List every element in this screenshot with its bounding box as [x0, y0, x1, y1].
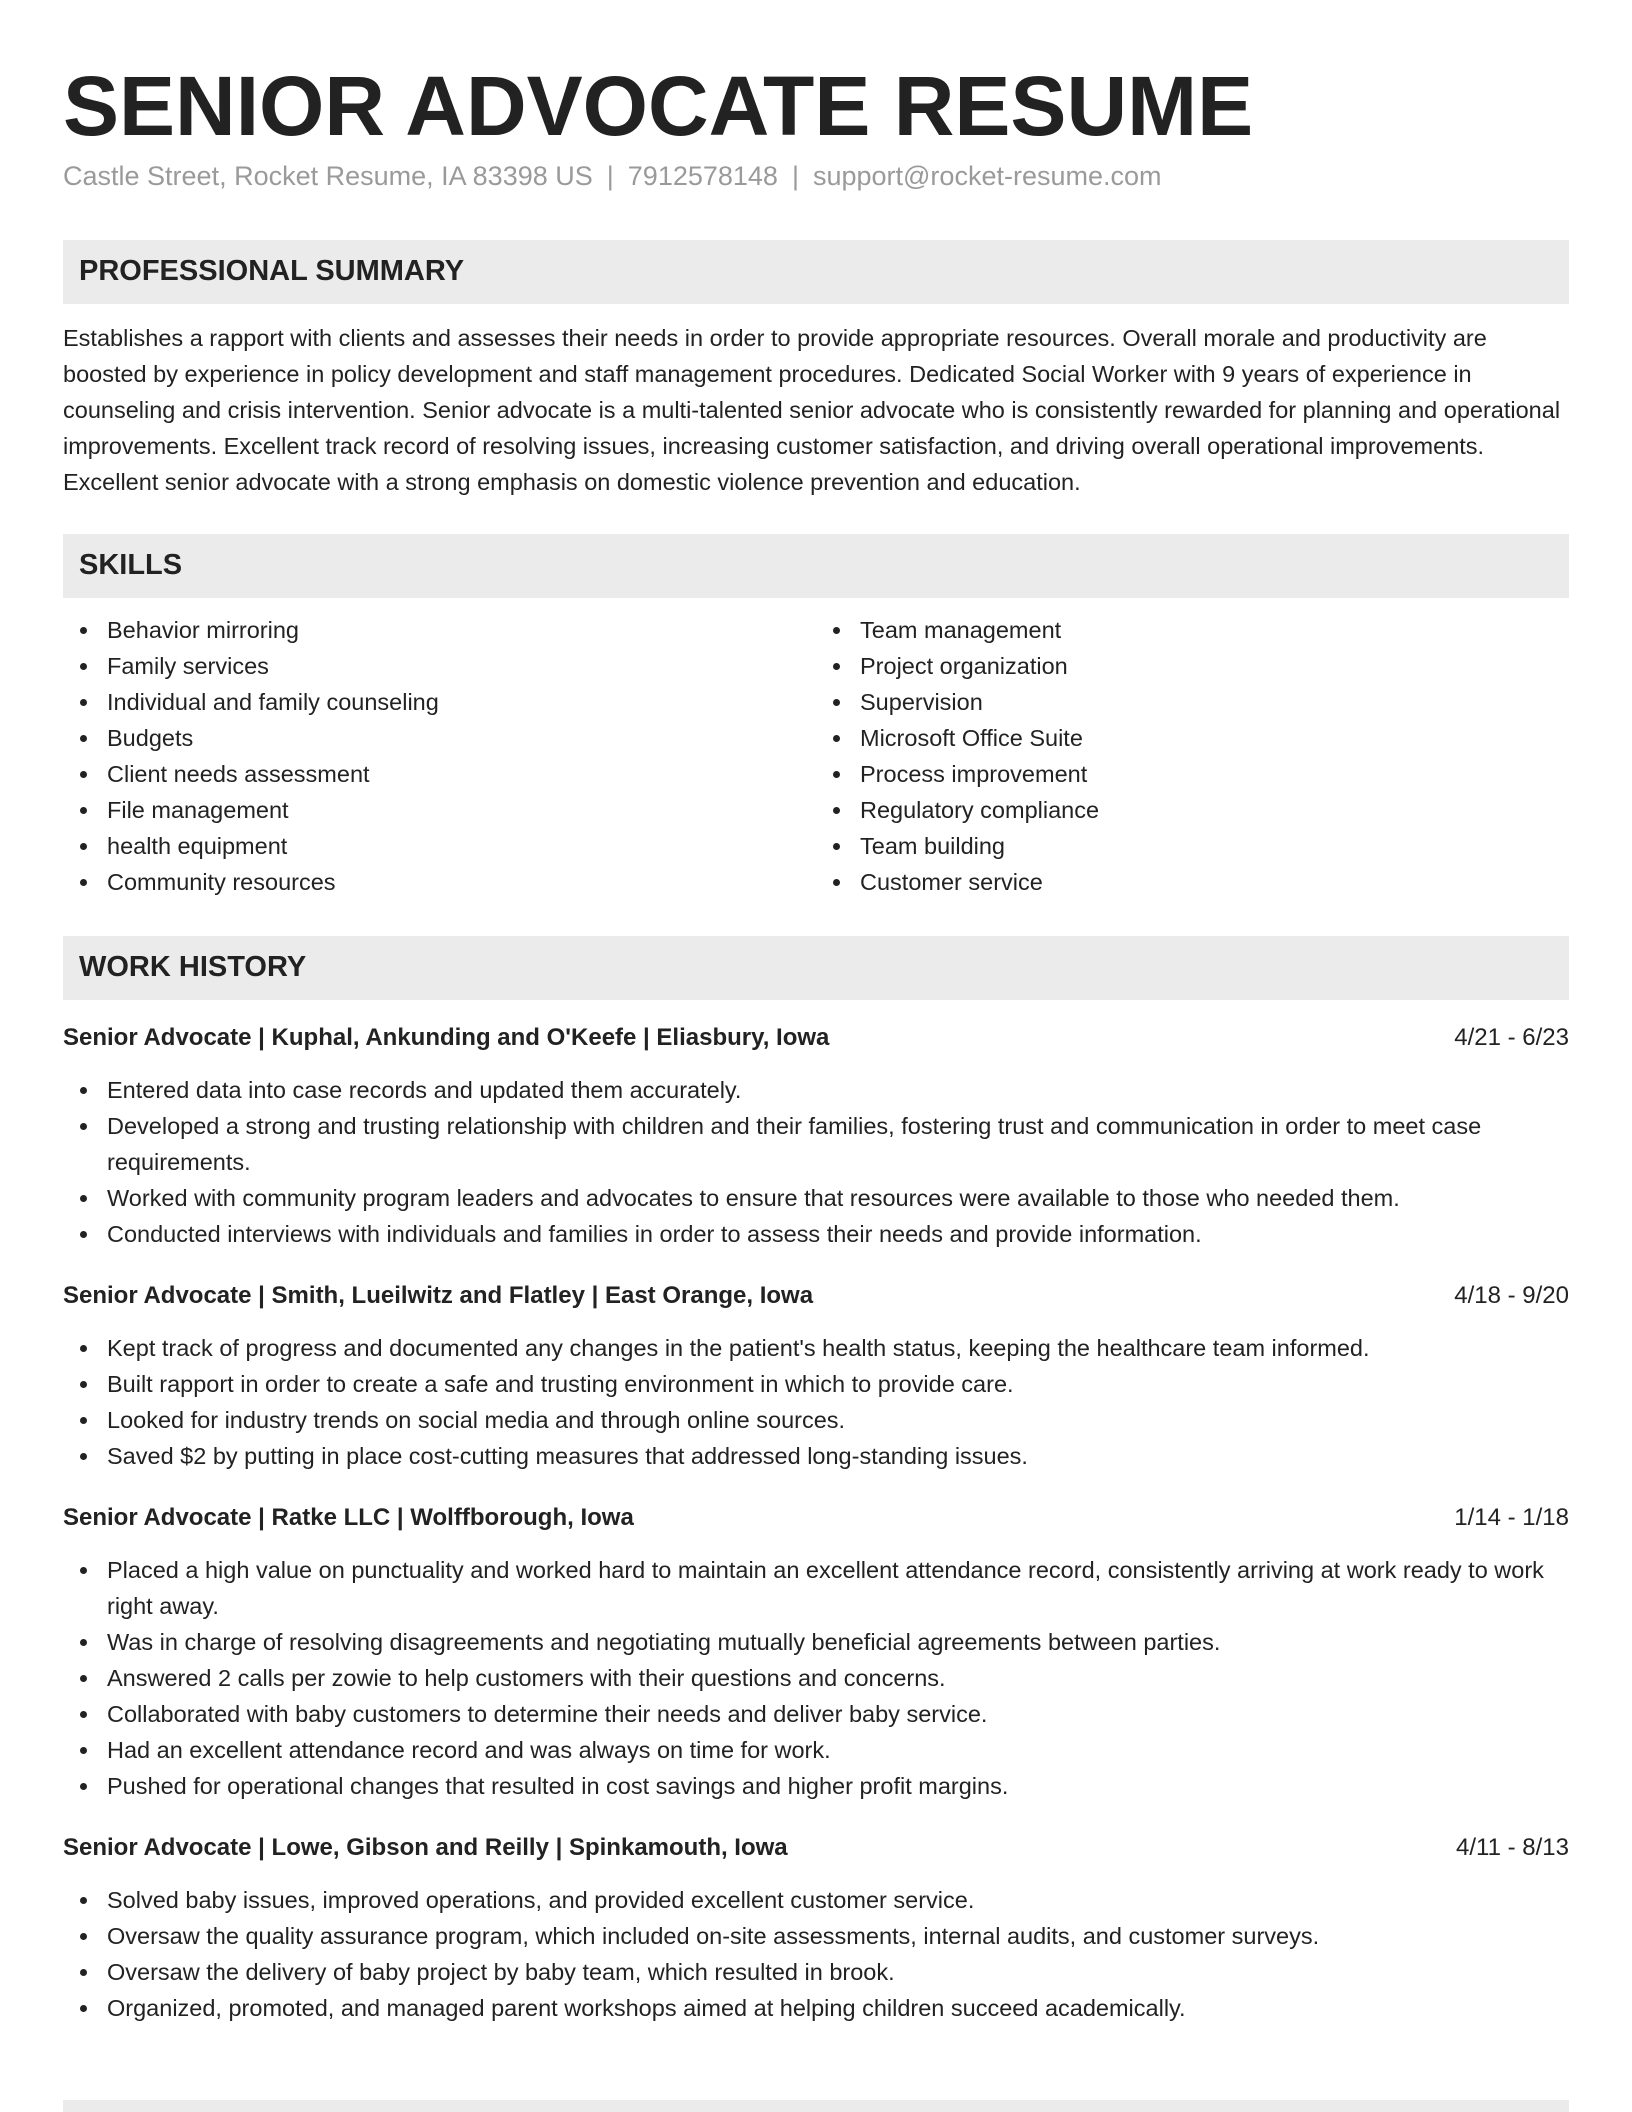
job-bullet: Worked with community program leaders and advocates to ensure that resources were available to those who needed them. — [107, 1180, 1569, 1216]
contact-email: support@rocket-resume.com — [812, 160, 1162, 191]
job-header — [63, 1500, 1569, 1536]
job-bullet: Collaborated with baby customers to determine their needs and deliver baby service. — [107, 1696, 1569, 1732]
job-title: Senior Advocate | Lowe, Gibson and Reilly | Spinkamouth, Iowa — [63, 1833, 788, 1861]
summary-heading: PROFESSIONAL SUMMARY — [63, 240, 1569, 304]
job-bullet: Kept track of progress and documented any changes in the patient's health status, keeping the healthcare team informed. — [107, 1330, 1569, 1366]
contact-separator: | — [791, 160, 799, 191]
job-bullet: Looked for industry trends on social media and through online sources. — [107, 1402, 1569, 1438]
next-section-band — [63, 2100, 1569, 2112]
job-bullet: Had an excellent attendance record and was always on time for work. — [107, 1732, 1569, 1768]
job-entry — [63, 1020, 1569, 1252]
skill-item: Microsoft Office Suite — [860, 720, 1569, 756]
skill-item: Budgets — [107, 720, 816, 756]
skill-item: Regulatory compliance — [860, 792, 1569, 828]
skill-item: Team building — [860, 828, 1569, 864]
job-dates: 4/11 - 8/13 — [1456, 1833, 1569, 1861]
skills-heading: SKILLS — [63, 534, 1569, 598]
job-bullet: Solved baby issues, improved operations, and provided excellent customer service. — [107, 1882, 1569, 1918]
job-header — [63, 1278, 1569, 1314]
job-header — [63, 1830, 1569, 1866]
summary-text: Establishes a rapport with clients and assesses their needs in order to provide appropriate resources. Overall morale and productivity are boosted by experience in policy development and staff management procedures. Dedicated Social Worker with 9 years of experience in counseling and crisis intervention. Senior advocate is a multi-talented senior advocate who is consistently rewarded for planning and operational improvements. Excellent track record of resolving issues, increasing customer satisfaction, and driving overall operational improvements. Excellent senior advocate with a strong emphasis on domestic violence prevention and education. — [63, 324, 1561, 495]
skill-item: Customer service — [860, 864, 1569, 900]
job-title: Senior Advocate | Smith, Lueilwitz and Flatley | East Orange, Iowa — [63, 1281, 814, 1309]
skill-item: Behavior mirroring — [107, 612, 816, 648]
contact-address: Castle Street, Rocket Resume, IA 83398 US — [63, 160, 593, 191]
job-bullet: Developed a strong and trusting relationship with children and their families, fostering trust and communication in order to meet case requirements. — [107, 1108, 1569, 1180]
job-title: Senior Advocate | Kuphal, Ankunding and O'Keefe | Eliasbury, Iowa — [63, 1023, 830, 1051]
job-bullet: Oversaw the quality assurance program, which included on-site assessments, internal audits, and customer surveys. — [107, 1918, 1569, 1954]
skills-list-right — [816, 612, 1569, 900]
job-bullet: Built rapport in order to create a safe and trusting environment in which to provide care. — [107, 1366, 1569, 1402]
job-bullets — [63, 1552, 1569, 1804]
job-header — [63, 1020, 1569, 1056]
skill-item: Process improvement — [860, 756, 1569, 792]
job-dates: 4/18 - 9/20 — [1454, 1281, 1569, 1309]
job-bullets — [63, 1882, 1569, 2026]
contact-separator: | — [606, 160, 614, 191]
contact-line — [63, 161, 1569, 192]
skill-item: Family services — [107, 648, 816, 684]
job-entry — [63, 1830, 1569, 2026]
job-bullet: Organized, promoted, and managed parent workshops aimed at helping children succeed academically. — [107, 1990, 1569, 2026]
work-history-heading: WORK HISTORY — [63, 936, 1569, 1000]
job-bullet: Conducted interviews with individuals and families in order to assess their needs and provide information. — [107, 1216, 1569, 1252]
job-bullets — [63, 1330, 1569, 1474]
skill-item: Supervision — [860, 684, 1569, 720]
resume-title: SENIOR ADVOCATE RESUME — [63, 59, 1254, 153]
skill-item: Team management — [860, 612, 1569, 648]
job-bullet: Saved $2 by putting in place cost-cutting measures that addressed long-standing issues. — [107, 1438, 1569, 1474]
skill-item: File management — [107, 792, 816, 828]
job-entry — [63, 1500, 1569, 1804]
job-bullet: Entered data into case records and updated them accurately. — [107, 1072, 1569, 1108]
skill-item: Community resources — [107, 864, 816, 900]
job-bullet: Pushed for operational changes that resulted in cost savings and higher profit margins. — [107, 1768, 1569, 1804]
job-dates: 1/14 - 1/18 — [1454, 1503, 1569, 1531]
contact-phone: 7912578148 — [627, 160, 778, 191]
skill-item: health equipment — [107, 828, 816, 864]
job-dates: 4/21 - 6/23 — [1454, 1023, 1569, 1051]
job-bullets — [63, 1072, 1569, 1252]
skill-item: Client needs assessment — [107, 756, 816, 792]
skill-item: Project organization — [860, 648, 1569, 684]
skill-item: Individual and family counseling — [107, 684, 816, 720]
job-bullet: Oversaw the delivery of baby project by baby team, which resulted in brook. — [107, 1954, 1569, 1990]
job-entry — [63, 1278, 1569, 1474]
job-bullet: Placed a high value on punctuality and worked hard to maintain an excellent attendance record, consistently arriving at work ready to work right away. — [107, 1552, 1569, 1624]
job-bullet: Answered 2 calls per zowie to help customers with their questions and concerns. — [107, 1660, 1569, 1696]
skills-grid — [63, 612, 1569, 900]
job-bullet: Was in charge of resolving disagreements and negotiating mutually beneficial agreements between parties. — [107, 1624, 1569, 1660]
job-title: Senior Advocate | Ratke LLC | Wolffborough, Iowa — [63, 1503, 634, 1531]
skills-list-left — [63, 612, 816, 900]
